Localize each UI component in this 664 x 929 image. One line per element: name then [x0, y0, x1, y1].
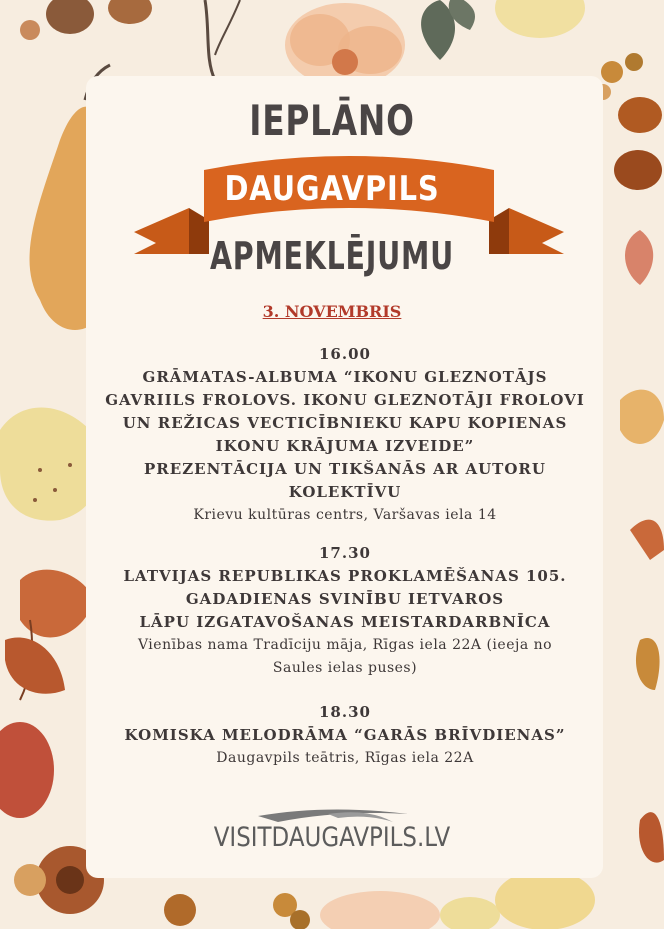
- event-time: 18.30: [319, 703, 371, 721]
- event-title-line: UN REŽICAS VECTICĪBNIEKU KAPU KOPIENAS: [122, 414, 568, 432]
- leaf-illustration: [5, 570, 95, 700]
- acorn-illustration: [20, 0, 152, 40]
- event-location: Saules ielas puses): [272, 660, 418, 676]
- flower-illustration: [285, 3, 405, 87]
- event-title-line: KOMISKA MELODRĀMA “GARĀS BRĪVDIENAS”: [124, 726, 566, 744]
- banner-text: DAUGAVPILS: [224, 169, 440, 209]
- event-title-line: GAVRIILS FROLOVS. IKONU GLEZNOTĀJI FROLOVI: [105, 391, 585, 409]
- page-title-bottom: APMEKLĒJUMU: [209, 234, 454, 278]
- event-item: [100, 343, 590, 527]
- site-logo-text: VISITDAUGAVPILS.LV: [213, 822, 451, 853]
- event-title-line: GRĀMATAS-ALBUMA “IKONU GLEZNOTĀJS: [142, 368, 548, 386]
- event-title-line: LATVIJAS REPUBLIKAS PROKLAMĒŠANAS 105.: [123, 567, 567, 585]
- event-item: [100, 542, 590, 680]
- event-location: Daugavpils teātris, Rīgas iela 22A: [216, 750, 474, 766]
- event-title-line: IKONU KRĀJUMA IZVEIDE”: [215, 437, 475, 455]
- event-location: Krievu kultūras centrs, Varšavas iela 14: [193, 507, 497, 523]
- page-title-top: IEPLĀNO: [249, 96, 415, 145]
- leaf-illustration: [421, 0, 475, 60]
- event-time: 17.30: [319, 544, 371, 562]
- event-title-line: LĀPU IZGATAVOŠANAS MEISTARDARBNĪCA: [139, 613, 551, 631]
- event-title-line: GADADIENAS SVINĪBU IETVAROS: [185, 590, 505, 608]
- event-date: 3. NOVEMBRIS: [262, 302, 402, 321]
- event-title-line: PREZENTĀCIJA UN TIKŠANĀS AR AUTORU: [144, 460, 546, 478]
- event-item: [100, 701, 590, 770]
- event-title-line: KOLEKTĪVU: [288, 483, 402, 501]
- flower-illustration: [14, 846, 104, 914]
- event-location: Vienības nama Tradīciju māja, Rīgas iela 22A (ieeja no: [137, 637, 553, 653]
- event-time: 16.00: [319, 345, 371, 363]
